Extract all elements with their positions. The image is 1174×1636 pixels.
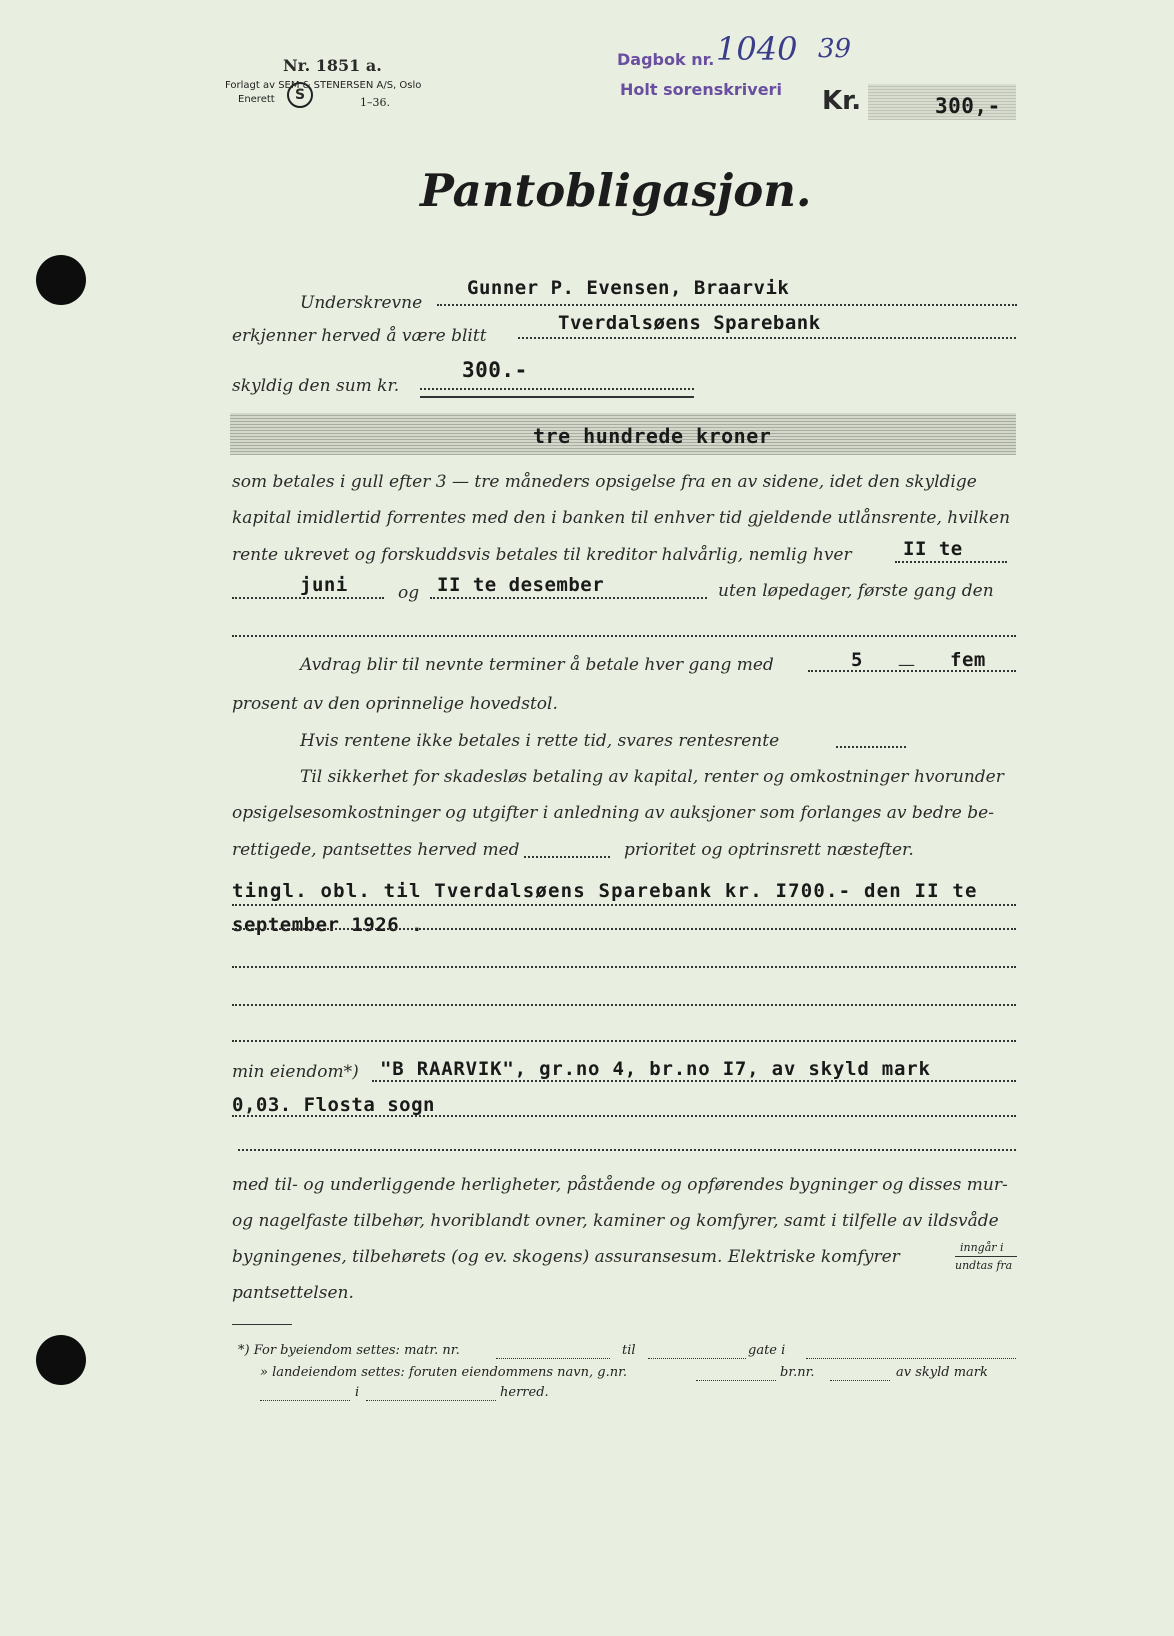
- undersigned-line: [437, 304, 1017, 306]
- late-interest-text: Hvis rentene ikke betales i rette tid, svares rentesrente: [300, 731, 780, 751]
- prior-lien-line-2: september 1926 .: [232, 914, 424, 936]
- prior-line-1: [232, 904, 1016, 906]
- principal-text: prosent av den oprinnelige hovedstol.: [232, 694, 558, 714]
- terms-line-2: kapital imidlertid forrentes med den i banken til enhver tid gjeldende utlånsrente, hvilken: [232, 508, 1011, 528]
- diary-stamp-line2: Holt sorenskriveri: [620, 80, 782, 99]
- diary-number: 1040: [716, 30, 798, 68]
- prior-lien-line-1: tingl. obl. til Tverdalsøens Sparebank kr. I700.- den II te: [232, 880, 978, 902]
- prior-line-4: [232, 1004, 1016, 1006]
- property-line-2: [232, 1115, 1016, 1117]
- interest-month-1: juni: [300, 574, 348, 596]
- publisher-line: Forlagt av SEM & STENERSEN A/S, Oslo: [225, 80, 422, 91]
- first-date-line: [232, 635, 1016, 637]
- punch-hole-top: [36, 255, 86, 305]
- diary-year: 39: [818, 34, 852, 64]
- security-line-2: opsigelsesomkostninger og utgifter i anledning av auksjoner som forlanges av bedre be-: [232, 803, 994, 823]
- security-line-3a: rettigede, pantsettes herved med: [232, 840, 520, 860]
- interest-month-1-line: [232, 597, 384, 599]
- installment-text: Avdrag blir til nevnte terminer å betale hver gang med: [300, 655, 774, 675]
- amount-words: tre hundrede kroner: [533, 424, 772, 448]
- publisher-logo: S: [287, 82, 313, 108]
- publisher-date: 1–36.: [360, 96, 390, 109]
- and-word: og: [398, 583, 420, 603]
- footnote-1-dots-b: [648, 1358, 746, 1359]
- acknowledge-label: erkjenner herved å være blitt: [232, 326, 487, 346]
- footnote-2-dots-b: [830, 1380, 890, 1381]
- footnote-2a: » landeiendom settes: foruten eiendommens navn, g.nr.: [260, 1365, 627, 1380]
- footnote-2-dots-a: [696, 1380, 776, 1381]
- stove-option-include: inngår i: [960, 1241, 1004, 1254]
- installment-value: 5: [851, 649, 863, 671]
- terms-line-4: uten løpedager, første gang den: [718, 581, 994, 601]
- undersigned-value: Gunner P. Evensen, Braarvik: [467, 277, 790, 299]
- stove-option-exclude: undtas fra: [955, 1259, 1013, 1272]
- property-line-3: [238, 1149, 1016, 1151]
- footnote-3-dots-b: [366, 1400, 496, 1401]
- terms-line-3: rente ukrevet og forskuddsvis betales til kreditor halvårlig, nemlig hver: [232, 545, 852, 565]
- publisher-eneret: Enerett: [238, 94, 275, 105]
- footnote-1c: gate i: [748, 1343, 786, 1358]
- interest-date-2: II te desember: [437, 574, 605, 596]
- property-label: min eiendom*): [232, 1062, 359, 1082]
- security-line-3b: prioritet og optrinsrett næstefter.: [624, 840, 914, 860]
- owe-line: [420, 388, 694, 390]
- installment-dash: —: [898, 655, 915, 675]
- footnote-1a: *) For byeiendom settes: matr. nr.: [238, 1343, 460, 1358]
- interest-date-2-line: [430, 597, 707, 599]
- amount-label: Kr.: [822, 86, 862, 116]
- property-value-2: 0,03. Flosta sogn: [232, 1094, 435, 1116]
- creditor-line: [518, 337, 1016, 339]
- interest-date-1-line: [895, 561, 1007, 563]
- punch-hole-bottom: [36, 1335, 86, 1385]
- footnote-3a: i: [355, 1385, 360, 1400]
- security-line-1: Til sikkerhet for skadesløs betaling av kapital, renter og omkostninger hvorunder: [300, 767, 1004, 787]
- interest-date-1: II te: [903, 538, 963, 560]
- footnote-1-dots-c: [806, 1358, 1016, 1359]
- fixtures-line-2: og nagelfaste tilbehør, hvoriblandt ovner, kaminer og komfyrer, samt i tilfelle av ildsvåde: [232, 1211, 999, 1231]
- installment-words: fem: [950, 649, 986, 671]
- footnote-2c: av skyld mark: [896, 1365, 988, 1380]
- owe-value: 300.-: [462, 358, 528, 382]
- footnote-rule: [232, 1324, 292, 1325]
- stove-option-divider: [955, 1256, 1017, 1257]
- owe-label: skyldig den sum kr.: [232, 376, 400, 396]
- amount-value: 300,-: [935, 94, 1001, 118]
- prior-line-5: [232, 1040, 1016, 1042]
- fixtures-line-3: bygningenes, tilbehørets (og ev. skogens) assuransesum. Elektriske komfyrer: [232, 1247, 900, 1267]
- footnote-1b: til: [622, 1343, 636, 1358]
- footnote-1-dots-a: [496, 1358, 610, 1359]
- property-value-1: "B RAARVIK", gr.no 4, br.no I7, av skyld mark: [380, 1058, 931, 1080]
- priority-line: [524, 856, 610, 858]
- document-title: Pantobligasjon.: [420, 164, 812, 217]
- late-interest-line: [836, 746, 906, 748]
- creditor-value: Tverdalsøens Sparebank: [558, 312, 821, 334]
- fixtures-line-4: pantsettelsen.: [232, 1283, 354, 1303]
- footnote-3b: herred.: [500, 1385, 549, 1400]
- form-number: Nr. 1851 a.: [283, 56, 382, 75]
- diary-stamp-line1: Dagbok nr.: [617, 50, 715, 69]
- fixtures-line-1: med til- og underliggende herligheter, påstående og opførendes bygninger og disses mur-: [232, 1175, 1008, 1195]
- terms-line-1: som betales i gull efter 3 — tre måneders opsigelse fra en av sidene, idet den skyldige: [232, 472, 977, 492]
- footnote-2b: br.nr.: [780, 1365, 815, 1380]
- undersigned-label: Underskrevne: [300, 293, 423, 313]
- prior-line-3: [232, 966, 1016, 968]
- prior-line-2: [232, 928, 1016, 930]
- footnote-3-dots-a: [260, 1400, 350, 1401]
- owe-underline: [420, 396, 694, 398]
- property-line-1: [372, 1080, 1016, 1082]
